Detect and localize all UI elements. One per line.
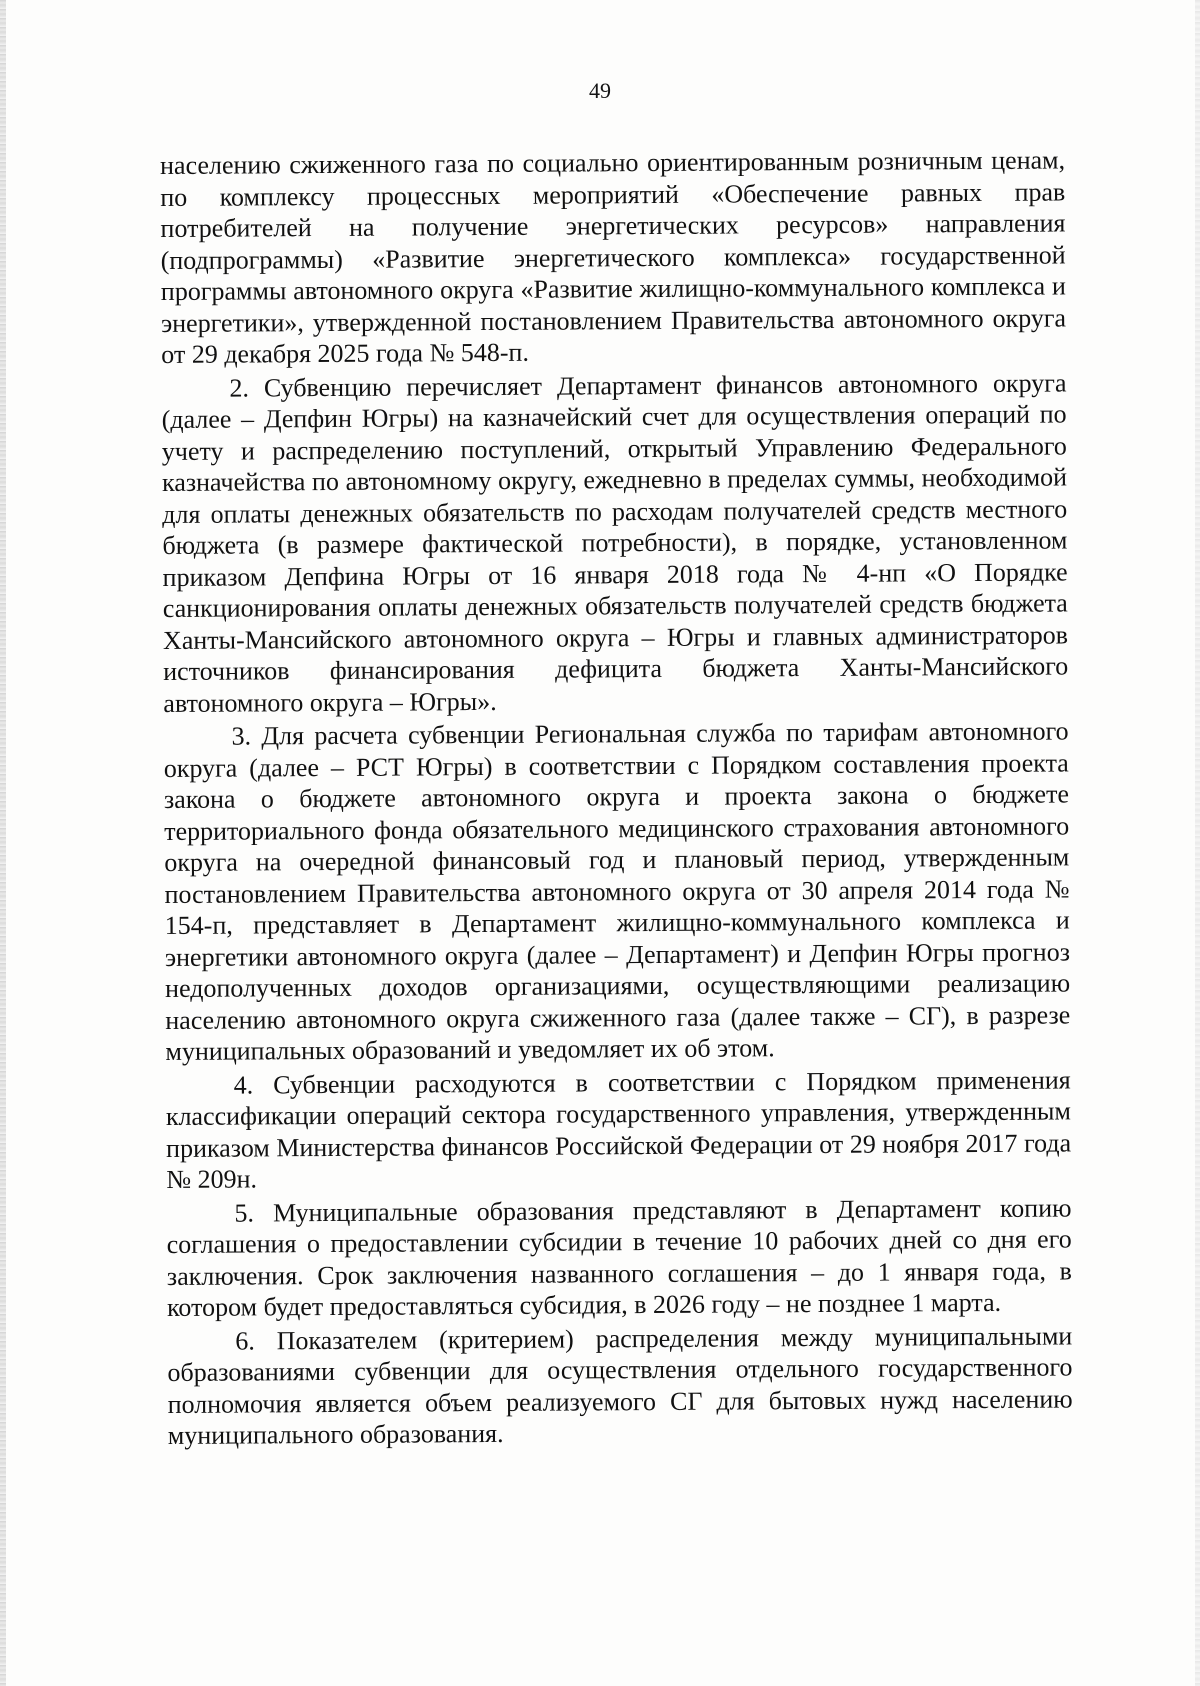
scan-edge-right (1195, 0, 1200, 1686)
scan-edge-left (0, 0, 6, 1686)
paragraph-2: 2. Субвенцию перечисляет Департамент финансов автономного округа (далее – Депфин Югры) на казначейский счет для осуществления операций по учету и распределению поступлений, открытый Управлению Федерального казначейства по автономному округу, ежедневно в пределах суммы, необходимой для оплаты денежных обязательств по расходам получателей средств местного бюджета (в размере фактической потребности), в порядке, установленном приказом Депфина Югры от 16 января 2018 года № 4-нп «О Порядке санкционирования оплаты денежных обязательств получателей средств бюджета Ханты-Мансийского автономного округа – Югры и главных администраторов источников финансирования дефицита бюджета Ханты-Мансийского автономного округа – Югры». (161, 367, 1069, 718)
paragraph-5: 5. Муниципальные образования представляют в Департамент копию соглашения о предоставлении субсидии в течение 10 рабочих дней со дня его заключения. Срок заключения названного соглашения – до 1 января года, в котором будет предоставляться субсидия, в 2026 году – не позднее 1 марта. (166, 1192, 1072, 1322)
paragraph-3: 3. Для расчета субвенции Региональная служба по тарифам автономного округа (далее – РСТ Югры) в соответствии с Порядком составления проекта закона о бюджете автономного округа и проекта закона о бюджете территориального фонда обязательного медицинского страхования автономного округа на очередной финансовый год и плановый период, утвержденным постановлением Правительства автономного округа от 30 апреля 2014 года № 154-п, представляет в Департамент жилищно-коммунального комплекса и энергетики автономного округа (далее – Департамент) и Депфин Югры прогноз недополученных доходов организациями, осуществляющими реализацию населению автономного округа сжиженного газа (далее также – СГ), в разрезе муниципальных образований и уведомляет их об этом. (163, 716, 1071, 1066)
paragraph-continuation: населению сжиженного газа по социально ориентированным розничным ценам, по комплексу процессных мероприятий «Обеспечение равных прав потребителей на получение энергетических ресурсов» направления (подпрограммы) «Развитие энергетического комплекса» государственной программы автономного округа «Развитие жилищно-коммунального комплекса и энергетики», утвержденной постановлением Правительства автономного округа от 29 декабря 2025 года № 548-п. (160, 145, 1067, 369)
paragraph-6: 6. Показателем (критерием) распределения между муниципальными образованиями субвенции для осуществления отдельного государственного полномочия является объем реализуемого СГ для бытовых нужд населению муниципального образования. (167, 1320, 1073, 1450)
paragraph-4: 4. Субвенции расходуются в соответствии с Порядком применения классификации операций сектора государственного управления, утвержденным приказом Министерства финансов Российской Федерации от 29 ноября 2017 года № 209н. (165, 1064, 1072, 1194)
document-body (160, 144, 1073, 1453)
page-number: 49 (589, 78, 611, 103)
